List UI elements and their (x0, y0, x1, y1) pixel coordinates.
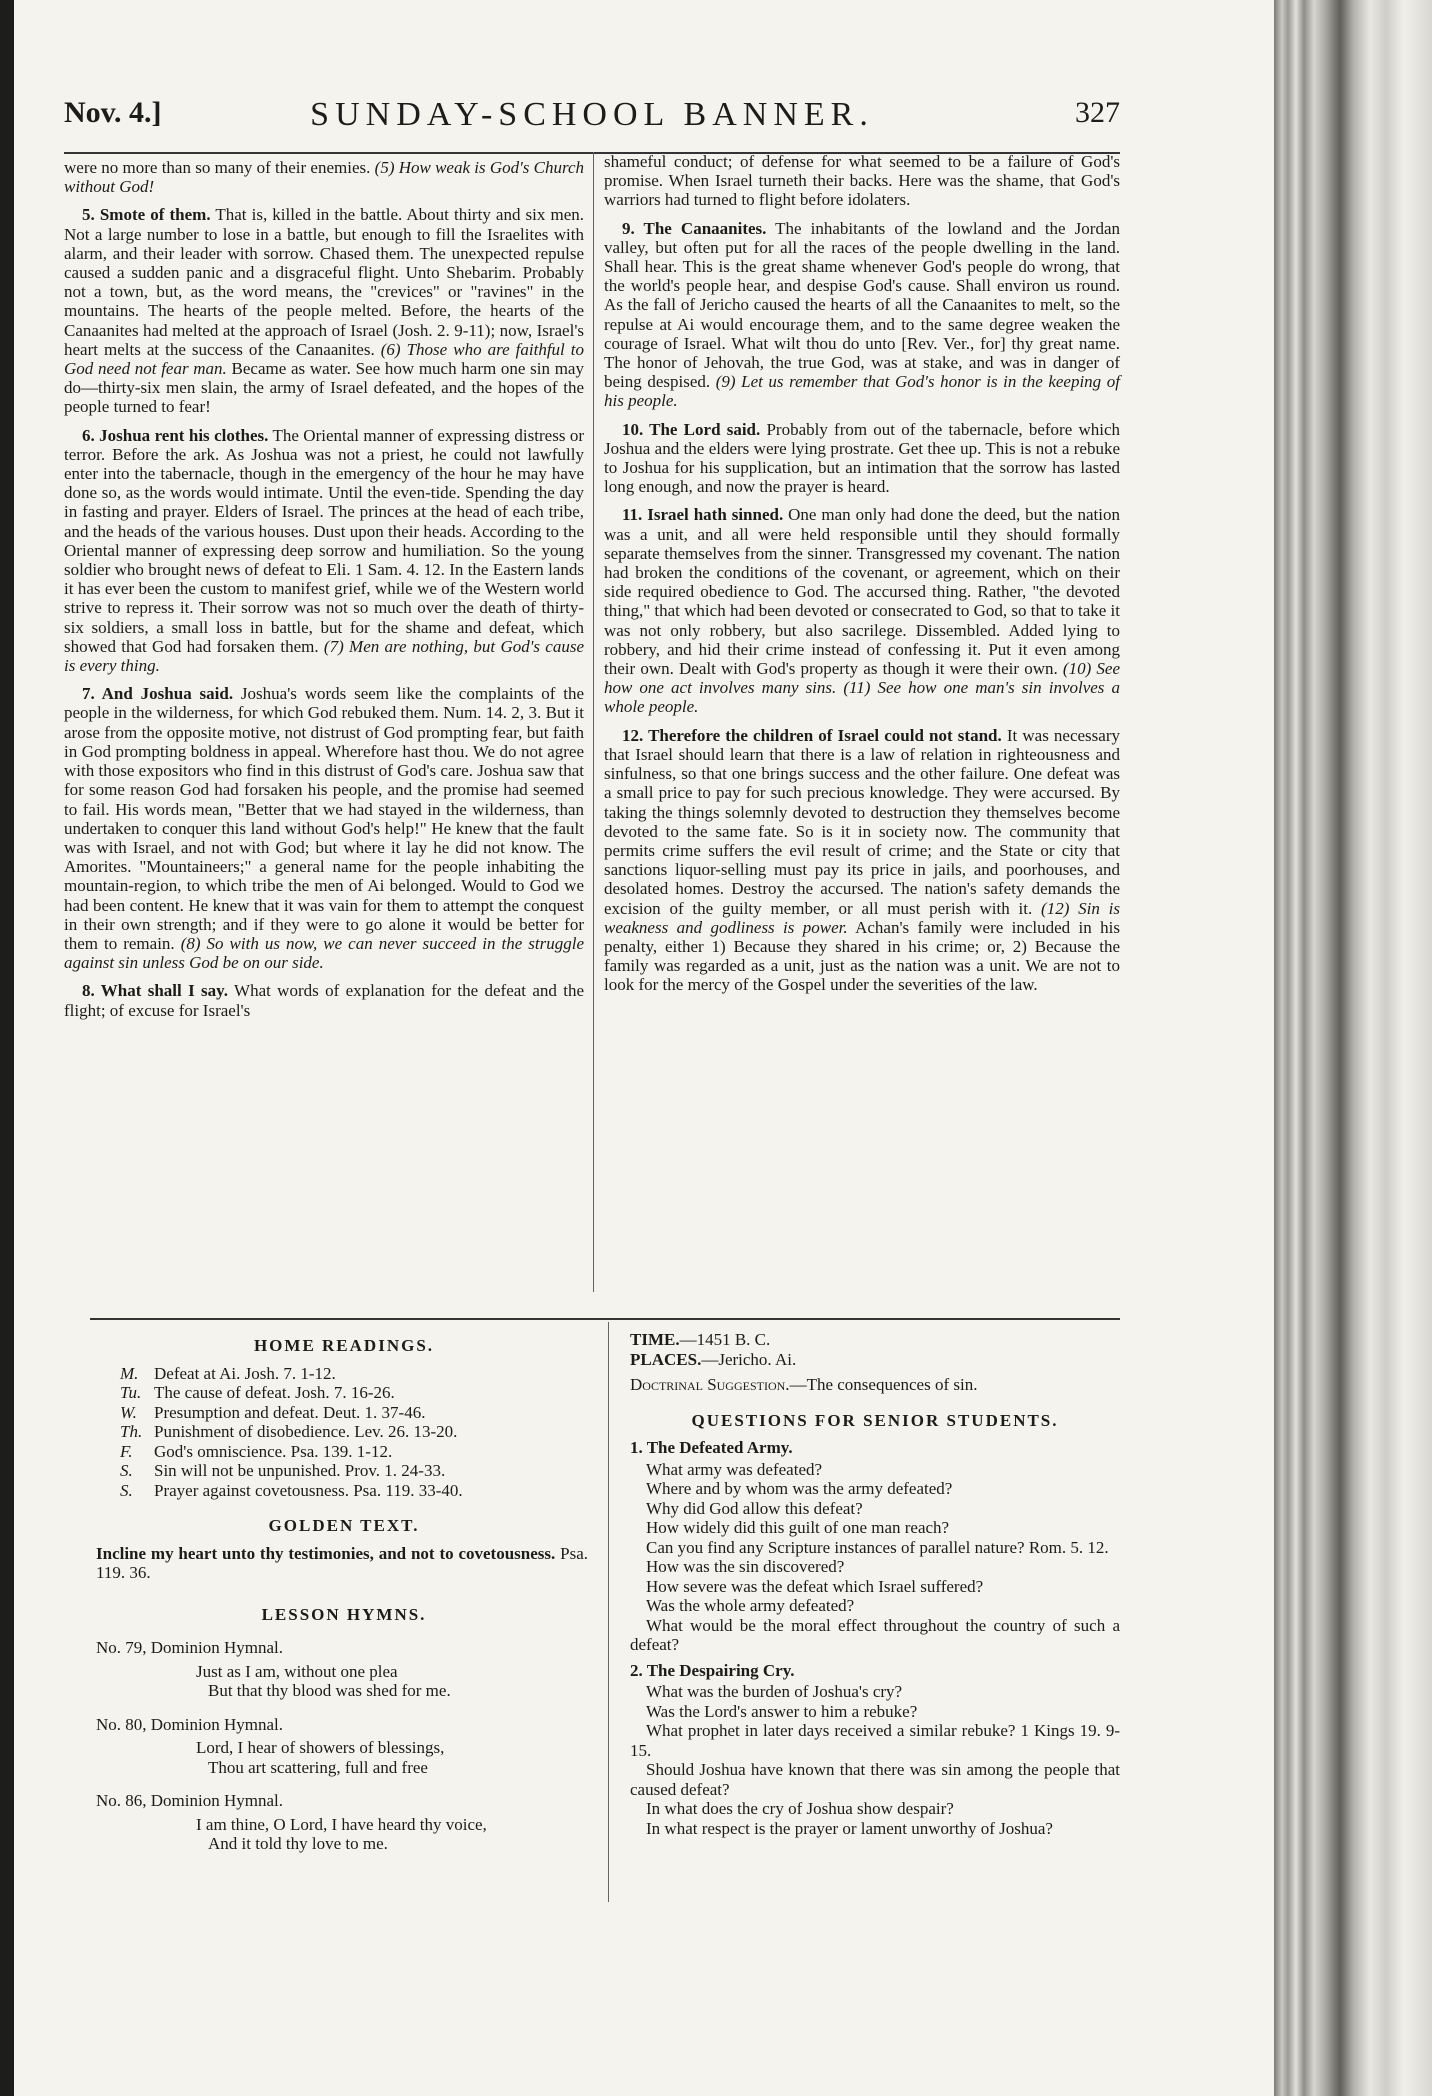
question-item: What was the burden of Joshua's cry? (646, 1682, 903, 1701)
question-item: How severe was the defeat which Israel suffered? (646, 1576, 984, 1596)
home-readings-heading: HOME READINGS. (253, 1336, 435, 1355)
lesson-hymns-list (96, 1638, 592, 1854)
lesson-aids (96, 1330, 592, 1854)
commentary-text: One man only had done the deed, but the nation was a unit, and all were held responsible until they should formally separate themselves from the sinner. Transgressed my covenant. The nation had broken the conditions of the covenant, or agreement, which on their side required obedience to God. The accursed thing. Rather, "the devoted thing," that which had been devoted or consecrated to God, so that to take it was not only robbery, but also sacrilege. Dissembled. Added lying to robbery, and hid their crime instead of confessing it. Put it even among their own. Dealt with God's property as though it were their own. (604, 505, 1121, 679)
questions-list (630, 1438, 1120, 1838)
commentary-text: It was necessary that Israel should learn that there is a law of relation in righteousness and sinfulness, so that one brings success and the other failure. One defeat was a small price to pay for such precious knowledge. They were accursed. By taking the things solemnly devoted to destruction they themselves become devoted to the same fate. So is it in society now. The community that permits crime suffers the evil result of crime; and the State or city that sanctions liquor-selling must pay its price in jails, and poorhouses, and desolated homes. Destroy the accursed. The nation's safety demands the excision of the guilty member, or all must perish with it. (604, 725, 1121, 918)
left-commentary-column (64, 158, 584, 1029)
hymn-number: No. 80, Dominion Hymnal. (96, 1714, 283, 1734)
reading-day: W. (120, 1402, 137, 1422)
page-header (64, 90, 1120, 150)
lower-column-divider (608, 1322, 609, 1902)
commentary-text: The Oriental manner of expressing distress or terror. Before the ark. As Joshua was not a priest, he could not lawfully enter into the tabernacle, though in the emergency of the hour he may have done so, as the words would intimate. Until the even-tide. Spending the day in fasting and prayer. Elders of Israel. The princes at the head of each tribe, and the heads of the various houses. Dust upon their heads. According to the Oriental manner of expressing deep sorrow and humiliation. So the young soldier who brought news of defeat to Eli. 1 Sam. 4. 12. In the Eastern lands it has ever been the custom to manifest grief, while we of the Western world strive to repress it. Their sorrow was not so much over the death of thirty-six soldiers, a small loss in battle, but for the shame and defeat, which showed that God had forsaken them. (64, 425, 584, 656)
commentary-paragraph (604, 505, 1120, 716)
question-item: Where and by whom was the army defeated? (646, 1479, 953, 1498)
question-item: What prophet in later days received a similar rebuke? 1 Kings 19. 9-15. (630, 1721, 1120, 1760)
golden-text-body: Incline my heart unto thy testimonies, and not to covetousness. (96, 1543, 556, 1563)
verse-label: 9. The Canaanites. (622, 218, 767, 238)
golden-text (96, 1544, 588, 1583)
commentary-text: Joshua's words seem like the complaints of the people in the wilderness, for which God rebuked them. Num. 14. 2, 3. But it arose from the opposite motive, not distrust of God prompting fear, but faith in God prompting boldness in appeal. Wherefore hast thou. We do not agree with those expositors who find in this distrust of God's care. Joshua saw that for some reason God had forsaken his people, and the promise had seemed to fail. His words mean, "Better that we had stayed in the wilderness, than undertaken to conquer this land without God's help!" He knew that the fault was with Israel, and not with God; but where it lay he did not know. The Amorites. "Mountaineers;" a general name for the people inhabiting the mountain-region, to which tribe the men of Ai belonged. Would to God we had been content. He knew that it was vain for them to attempt the conquest in their own strength; and if they were to go alone it would be better for them to remain. (64, 684, 584, 953)
question-item: Why did God allow this defeat? (646, 1498, 863, 1518)
reading-text: Prayer against covetousness. Psa. 119. 33-40. (154, 1480, 463, 1500)
reading-item (120, 1364, 592, 1384)
right-commentary-column (604, 152, 1120, 1004)
reading-text: The cause of defeat. Josh. 7. 16-26. (154, 1383, 395, 1402)
reading-text: Presumption and defeat. Deut. 1. 37-46. (154, 1402, 426, 1422)
commentary-text: Achan's family were included in his penalty, either 1) Because they shared in his crime; or, 2) Because the family was regarded as a unit, just as the nation was a unit. We are not to look for the mercy of the Gospel under the severities of the law. (604, 917, 1120, 995)
practical-note: (5) How weak is God's Church without God! (64, 158, 585, 197)
lesson-questions (630, 1330, 1120, 1838)
question-item: What army was defeated? (646, 1459, 823, 1479)
golden-text-heading: GOLDEN TEXT. (268, 1516, 420, 1535)
verse-label: 8. What shall I say. (82, 981, 228, 1001)
commentary-paragraph (64, 426, 584, 676)
reading-day: S. (120, 1480, 133, 1500)
question-item: Can you find any Scripture instances of parallel nature? Rom. 5. 12. (646, 1537, 1109, 1557)
lesson-hymns-heading: LESSON HYMNS. (261, 1604, 427, 1624)
column-divider (593, 152, 594, 1292)
reading-item (120, 1403, 592, 1423)
commentary-paragraph (604, 152, 1120, 210)
reading-text: Punishment of disobedience. Lev. 26. 13-20. (154, 1422, 458, 1441)
publication-title: SUNDAY-SCHOOL BANNER. (310, 96, 874, 133)
commentary-text: Probably from out of the tabernacle, before which Joshua and the elders were lying prostrate. Get thee up. This is not a rebuke to Joshua for his supplication, but an intimation that the sorrow has lasted long enough, and now the prayer is heard. (604, 419, 1120, 497)
practical-note: (6) Those who are faithful to God need not fear man. (64, 339, 585, 379)
verse-label: 5. Smote of them. (82, 205, 211, 225)
question-item: Was the Lord's answer to him a rebuke? (646, 1701, 918, 1721)
reading-day: Tu. (120, 1383, 142, 1402)
practical-note: (12) Sin is weakness and godliness is power. (604, 898, 1121, 937)
practical-note: (10) See how one act involves many sins. (11) See how one man's sin involves a whole people. (604, 659, 1121, 717)
reading-day: S. (120, 1461, 133, 1480)
reading-item (120, 1481, 592, 1501)
commentary-text: were no more than so many of their enemies. (64, 158, 371, 177)
commentary-paragraph (64, 158, 584, 196)
question-item: How was the sin discovered? (646, 1557, 845, 1576)
time-line: TIME.—1451 B. C. (630, 1330, 771, 1349)
places-line: PLACES.—Jericho. Ai. (630, 1349, 797, 1369)
question-item: In what does the cry of Joshua show despair? (646, 1799, 954, 1818)
golden-text-ref: Psa. 119. 36. (96, 1543, 589, 1582)
commentary-text: Became as water. See how much harm one sin may do—thirty-six men slain, the army of Israel defeated, and the hopes of the people turned to fear! (64, 359, 584, 417)
reading-item (120, 1461, 592, 1481)
reading-text: God's omniscience. Psa. 139. 1-12. (154, 1441, 393, 1461)
home-readings-list (96, 1364, 592, 1501)
reading-text: Defeat at Ai. Josh. 7. 1-12. (154, 1363, 336, 1383)
reading-day: F. (120, 1441, 133, 1461)
commentary-text: What words of explanation for the defeat and the flight; of excuse for Israel's (64, 981, 585, 1020)
question-item: In what respect is the prayer or lament unworthy of Joshua? (646, 1818, 1053, 1838)
book-binding-edge (1274, 0, 1432, 2096)
hymn-number: No. 86, Dominion Hymnal. (96, 1791, 283, 1810)
hymn-number: No. 79, Dominion Hymnal. (96, 1638, 283, 1657)
commentary-paragraph (604, 219, 1120, 411)
practical-note: (7) Men are nothing, but God's cause is every thing. (64, 636, 584, 676)
hymn-line: But that thy blood was shed for me. (208, 1681, 451, 1700)
question-section-title: 1. The Defeated Army. (630, 1438, 793, 1457)
commentary-text: shameful conduct; of defense for what seemed to be a failure of God's promise. When Israel turneth their backs. Here was the shame, that God's warriors had turned to flight before idolaters. (604, 152, 1120, 210)
reading-day: M. (120, 1363, 139, 1383)
reading-item (120, 1442, 592, 1462)
verse-label: 6. Joshua rent his clothes. (82, 425, 269, 445)
hymn-line: And it told thy love to me. (208, 1834, 388, 1853)
hymn-line: Just as I am, without one plea (196, 1661, 398, 1681)
reading-day: Th. (120, 1422, 143, 1441)
reading-item (120, 1422, 592, 1442)
reading-item (120, 1383, 592, 1403)
questions-heading: QUESTIONS FOR SENIOR STUDENTS. (691, 1410, 1059, 1430)
hymn-line: Thou art scattering, full and free (208, 1757, 428, 1777)
commentary-paragraph (64, 684, 584, 972)
commentary-paragraph (604, 420, 1120, 497)
page-number: 327 (1075, 96, 1120, 129)
commentary-paragraph (64, 205, 584, 416)
reading-text: Sin will not be unpunished. Prov. 1. 24-33. (154, 1461, 446, 1480)
question-item: Should Joshua have known that there was sin among the people that caused defeat? (630, 1760, 1120, 1799)
verse-label: 10. The Lord said. (622, 419, 761, 439)
question-item: Was the whole army defeated? (646, 1596, 855, 1615)
practical-note: (8) So with us now, we can never succeed in the struggle against sin unless God be on our side. (64, 933, 585, 973)
verse-label: 7. And Joshua said. (82, 684, 234, 704)
section-rule (90, 1318, 1120, 1320)
verse-label: 12. Therefore the children of Israel could not stand. (622, 725, 1002, 745)
commentary-text: The inhabitants of the lowland and the Jordan valley, but often put for all the races of the people dwelling in the land. Shall hear. This is the great shame whenever God's people do wrong, that the world's people hear, and despise God's cause. Shall environ us round. As the fall of Jericho caused the hearts of all the Canaanites to melt, so the repulse at Ai would encourage them, and to the same degree weaken the courage of Israel. What wilt thou do unto [Rev. Ver., for] thy great name. The honor of Jehovah, the true God, was at stake, and was in danger of being despised. (604, 218, 1120, 392)
hymn-line: I am thine, O Lord, I have heard thy voice, (196, 1814, 487, 1834)
hymn-line: Lord, I hear of showers of blessings, (196, 1738, 445, 1757)
question-item: How widely did this guilt of one man reach? (646, 1518, 950, 1537)
question-item: What would be the moral effect throughout the country of such a defeat? (630, 1615, 1120, 1654)
verse-label: 11. Israel hath sinned. (622, 505, 784, 525)
issue-date: Nov. 4.] (64, 96, 162, 129)
commentary-text: That is, killed in the battle. About thirty and six men. Not a large number to lose in a battle, but enough to fill the Israelites with alarm, and their leader with sorrow. Chased them. The unexpected repulse caused a sudden panic and a disgraceful flight. Unto Shebarim. Probably not a town, but, as the word means, the "crevices" or "ravines" in the mountains. The hearts of the people melted. Before, the hearts of the Canaanites had melted at the approach of Israel (Josh. 2. 9-11); now, Israel's heart melts at the success of the Canaanites. (64, 205, 584, 359)
practical-note: (9) Let us remember that God's honor is in the keeping of his people. (604, 372, 1120, 411)
doctrinal-line: Doctrinal Suggestion.—The consequences of sin. (630, 1375, 978, 1394)
question-section-title: 2. The Despairing Cry. (630, 1660, 795, 1680)
commentary-paragraph (604, 726, 1120, 995)
commentary-paragraph (64, 981, 584, 1019)
